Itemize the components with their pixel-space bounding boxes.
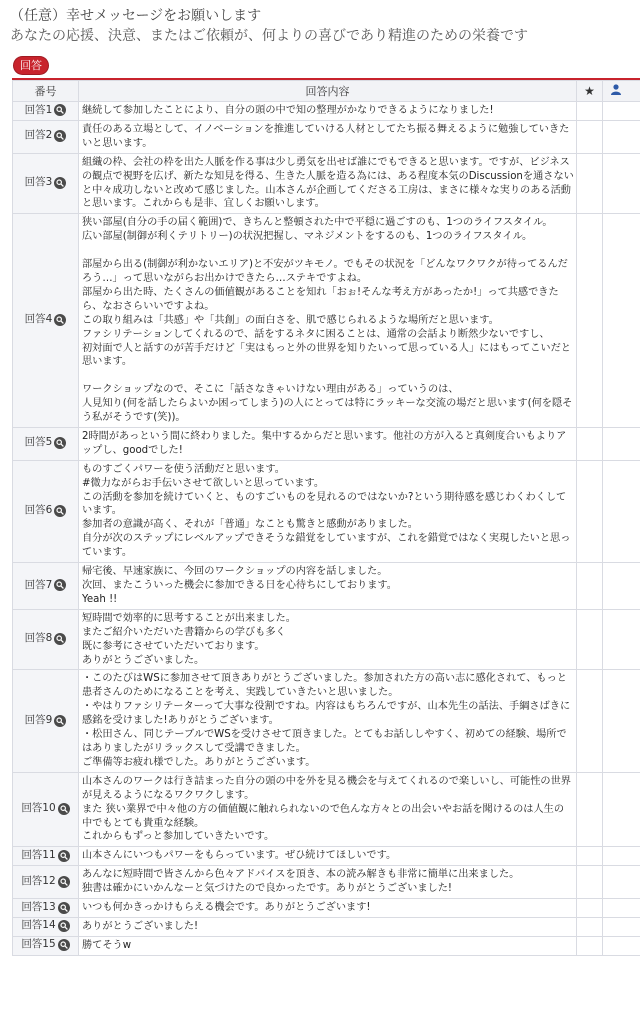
answer-user-cell[interactable] xyxy=(603,120,640,153)
answer-star-cell[interactable] xyxy=(577,917,603,936)
table-row xyxy=(13,866,640,899)
answer-number-cell xyxy=(13,563,79,610)
answer-number: 回答14 xyxy=(21,919,56,932)
answer-star-cell[interactable] xyxy=(577,153,603,214)
answer-text: 短時間で効率的に思考することが出来ました。 またご紹介いただいた書籍からの学びも多く 既に参考にさせていただいております。 ありがとうございました。 xyxy=(79,609,577,670)
answer-number-cell xyxy=(13,670,79,772)
answer-user-cell[interactable] xyxy=(603,936,640,955)
answer-star-cell[interactable] xyxy=(577,936,603,955)
question-subtitle: あなたの応援、決意、またはご依頼が、何よりの喜びであり精進のための栄養です xyxy=(10,28,528,44)
answer-number-cell xyxy=(13,772,79,847)
magnify-icon[interactable] xyxy=(58,902,70,914)
answer-text: ありがとうございました! xyxy=(79,917,577,936)
answer-text: 山本さんのワークは行き詰まった自分の頭の中を外を見る機会を与えてくれるので楽しいし、可能性の世界が見えるようになるワクワクします。 また 狭い業界で中々他の方の価値観に触れられないので色んな方々との出会いやお話を聞けるのは人生の中でもとても貴重な経験。 これからもずっと参加していきたいです。 xyxy=(79,772,577,847)
table-row xyxy=(13,936,640,955)
answer-number-cell xyxy=(13,460,79,562)
answer-text: あんなに短時間で皆さんから色々アドバイスを頂き、本の読み解きも非常に簡単に出来ました。 独書は確かにいかんなーと気づけたので良かったです。ありがとうございました! xyxy=(79,866,577,899)
table-row xyxy=(13,153,640,214)
answer-user-cell[interactable] xyxy=(603,102,640,121)
answer-text: 帰宅後、早速家族に、今回のワークショップの内容を話しました。 次回、またこういった機会に参加できる日を心待ちにしております。 Yeah !! xyxy=(79,563,577,610)
answer-number-cell xyxy=(13,609,79,670)
answer-text: 狭い部屋(自分の手の届く範囲)で、きちんと整頓された中で平穏に過ごすのも、1つのライフスタイル。 広い部屋(制御が利くテリトリー)の状況把握し、マネジメントをするのも、1つのライフスタイル。 部屋から出る(制御が利かないエリア)と不安がツキモノ。でもその状況を「どんなワクワクが待ってるんだろう…」って思いながらお出かけできたら…ステキですよね。 部屋から出た時、たくさんの価値観があることを知れ「おぉ!そんな考え方があったか!」って共感できたら、なおさらいいですよね。 この取り組みは「共感」や「共創」の面白さを、肌で感じられるような場所だと思います。 ファシリテーションしてくれるので、話をするネタに困ることは、通常の会話より断然少ないですし、 初対面で人と話すのが苦手だけど「実はもっと外の世界を知りたいって思っている人」にはもってこいだと思います。 ワークショップなので、そこに「話さなきゃいけない理由がある」っていうのは、 人見知り(何を話したらよいか困ってしまう)の人にとっては特にラッキーな交流の場だと思います(何を隠そう私がそうです(笑))。 xyxy=(79,214,577,428)
answer-number: 回答9 xyxy=(24,713,53,726)
answer-star-cell[interactable] xyxy=(577,427,603,460)
answer-user-cell[interactable] xyxy=(603,427,640,460)
answer-number: 回答7 xyxy=(24,578,53,591)
user-icon[interactable] xyxy=(611,84,621,95)
answers-table xyxy=(12,80,640,956)
magnify-icon[interactable] xyxy=(54,177,66,189)
answer-number: 回答11 xyxy=(21,848,56,861)
answers-body xyxy=(13,102,640,956)
magnify-icon[interactable] xyxy=(54,314,66,326)
answer-number-cell xyxy=(13,866,79,899)
magnify-icon[interactable] xyxy=(58,850,70,862)
answer-user-cell[interactable] xyxy=(603,153,640,214)
magnify-icon[interactable] xyxy=(58,939,70,951)
table-row xyxy=(13,609,640,670)
answer-star-cell[interactable] xyxy=(577,609,603,670)
table-row xyxy=(13,899,640,918)
answer-star-cell[interactable] xyxy=(577,899,603,918)
answer-star-cell[interactable] xyxy=(577,772,603,847)
answer-number-cell xyxy=(13,899,79,918)
answer-number: 回答8 xyxy=(24,632,53,645)
answer-number: 回答3 xyxy=(24,176,53,189)
magnify-icon[interactable] xyxy=(54,437,66,449)
answers-table-wrap xyxy=(12,78,640,956)
answer-user-cell[interactable] xyxy=(603,847,640,866)
star-icon[interactable]: ★ xyxy=(584,84,595,98)
magnify-icon[interactable] xyxy=(54,579,66,591)
magnify-icon[interactable] xyxy=(54,104,66,116)
answer-number-cell xyxy=(13,936,79,955)
question-header xyxy=(0,0,640,74)
answer-star-cell[interactable] xyxy=(577,214,603,428)
answer-text: 勝てそうw xyxy=(79,936,577,955)
answer-user-cell[interactable] xyxy=(603,214,640,428)
answer-star-cell[interactable] xyxy=(577,460,603,562)
answer-user-cell[interactable] xyxy=(603,460,640,562)
table-row xyxy=(13,563,640,610)
answer-text: ・このたびはWSに参加させて頂きありがとうございました。参加された方の高い志に感化されて、もっと患者さんのためになることを考え、実践していきたいと思いました。 ・やはりファシリテーターって大事な役割ですね。内容はもちろんですが、山本先生の話法、手綱さばきに感銘を受けました!ありがとうございます。 ・松田さん、同じテーブルでWSを受けさせて頂きました。とてもお話ししやすく、初めての経験、場所ではありましたがリラックスして受講できました。 ご準備等お疲れ様でした。ありがとうございます。 xyxy=(79,670,577,772)
magnify-icon[interactable] xyxy=(58,920,70,932)
answer-user-cell[interactable] xyxy=(603,866,640,899)
table-row xyxy=(13,670,640,772)
answer-user-cell[interactable] xyxy=(603,917,640,936)
answer-star-cell[interactable] xyxy=(577,670,603,772)
answer-user-cell[interactable] xyxy=(603,772,640,847)
table-row xyxy=(13,120,640,153)
column-header-star[interactable] xyxy=(577,81,603,102)
answer-number: 回答4 xyxy=(24,313,53,326)
answer-number: 回答10 xyxy=(21,802,56,815)
magnify-icon[interactable] xyxy=(54,715,66,727)
answer-number-cell xyxy=(13,847,79,866)
answer-text: 2時間があっという間に終わりました。集中するからだと思います。他社の方が入ると真剣度合いもよりアップし、goodでした! xyxy=(79,427,577,460)
answer-user-cell[interactable] xyxy=(603,899,640,918)
answer-number-cell xyxy=(13,102,79,121)
magnify-icon[interactable] xyxy=(58,876,70,888)
table-row xyxy=(13,460,640,562)
answer-star-cell[interactable] xyxy=(577,102,603,121)
column-header-content: 回答内容 xyxy=(79,81,577,102)
answer-number: 回答13 xyxy=(21,900,56,913)
answer-number: 回答12 xyxy=(21,874,56,887)
table-header-row xyxy=(13,81,640,102)
magnify-icon[interactable] xyxy=(54,130,66,142)
column-header-user[interactable] xyxy=(603,81,640,102)
magnify-icon[interactable] xyxy=(54,633,66,645)
answer-number: 回答2 xyxy=(24,129,53,142)
answer-star-cell[interactable] xyxy=(577,847,603,866)
answer-text: いつも何かきっかけもらえる機会です。ありがとうございます! xyxy=(79,899,577,918)
magnify-icon[interactable] xyxy=(58,803,70,815)
answer-star-cell[interactable] xyxy=(577,866,603,899)
answer-number: 回答15 xyxy=(21,938,56,951)
table-row xyxy=(13,102,640,121)
answer-text: 責任のある立場として、イノベーションを推進していける人材としてたち振る舞えるように勉強していきたいと思います。 xyxy=(79,120,577,153)
magnify-icon[interactable] xyxy=(54,505,66,517)
answer-number-cell xyxy=(13,917,79,936)
answer-number-cell xyxy=(13,214,79,428)
answer-user-cell[interactable] xyxy=(603,609,640,670)
table-row xyxy=(13,847,640,866)
answers-badge: 回答 xyxy=(14,57,48,74)
table-row xyxy=(13,214,640,428)
question-title: （任意）幸せメッセージをお願いします xyxy=(10,8,262,24)
answer-text: 山本さんにいつもパワーをもらっています。ぜひ続けてほしいです。 xyxy=(79,847,577,866)
answer-user-cell[interactable] xyxy=(603,563,640,610)
answer-text: 組織の枠、会社の枠を出た人脈を作る事は少し勇気を出せば誰にでもできると思います。ですが、ビジネスの観点で視野を広げ、新たな知見を得る、生きた人脈を造る為には、ある程度本気のDiscussionを通さないと中々成功しないと改めて感じました。山本さんが企画してくださる工房は、まさに様々な実りのある活動と思います。これからも是非、宜しくお願いします。 xyxy=(79,153,577,214)
answer-number: 回答5 xyxy=(24,436,53,449)
answer-star-cell[interactable] xyxy=(577,120,603,153)
answer-number-cell xyxy=(13,427,79,460)
answer-number: 回答6 xyxy=(24,503,53,516)
answer-number-cell xyxy=(13,153,79,214)
table-row xyxy=(13,427,640,460)
table-row xyxy=(13,772,640,847)
table-row xyxy=(13,917,640,936)
column-header-number: 番号 xyxy=(13,81,79,102)
answer-text: ものすごくパワーを使う活動だと思います。 #微力ながらお手伝いさせて欲しいと思っています。 この活動を参加を続けていくと、ものすごいものを見れるのではないか?という期待感を感じわくわくしています。 参加者の意識が高く、それが「普通」なことも驚きと感動がありました。 自分が次のステップにレベルアップできそうな錯覚をしていますが、これを錯覚ではなく実現したいと思っています。 xyxy=(79,460,577,562)
answer-user-cell[interactable] xyxy=(603,670,640,772)
answer-number-cell xyxy=(13,120,79,153)
answer-star-cell[interactable] xyxy=(577,563,603,610)
answer-text: 継続して参加したことにより、自分の頭の中で知の整理がかなりできるようになりました! xyxy=(79,102,577,121)
answer-number: 回答1 xyxy=(24,103,53,116)
